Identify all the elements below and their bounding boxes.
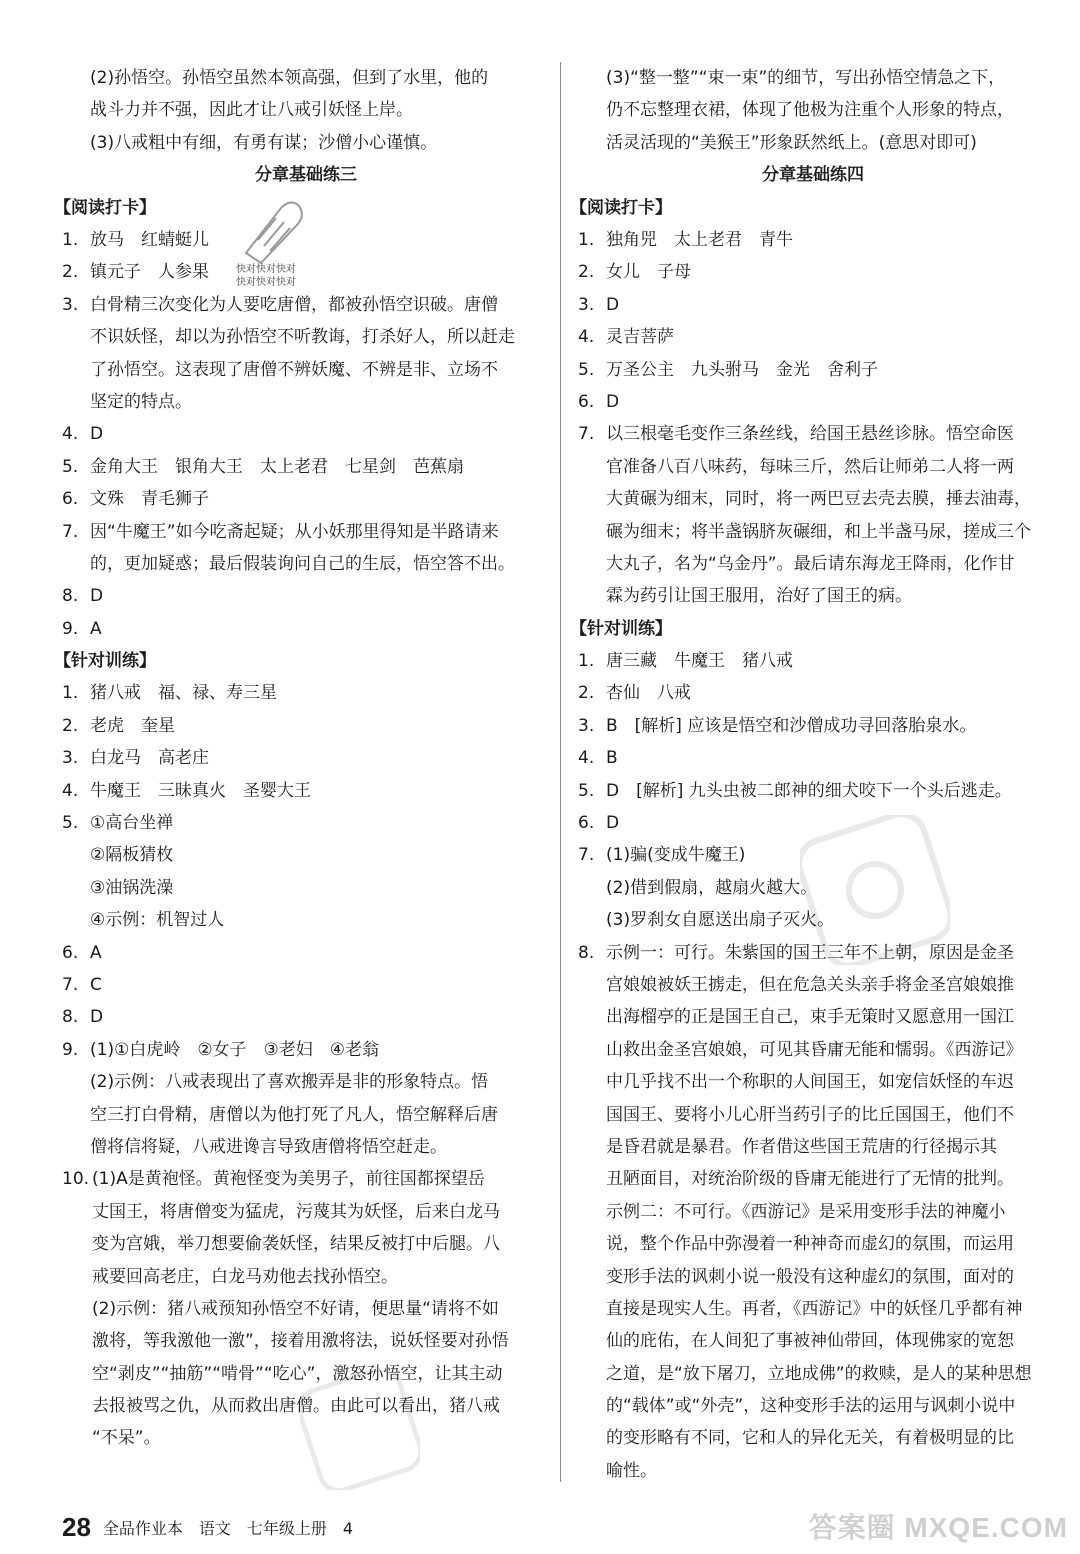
item-text: 因“牛魔王”如今吃斋起疑；从小妖那里得知是半路请来 xyxy=(90,521,499,542)
item-text: 的变形略有不同，它和人的异化无关，有着极明显的比 xyxy=(606,1428,1014,1449)
item-number: 9. xyxy=(62,1039,79,1060)
item-text: 说，整个作品中弥漫着一种神奇而虚幻的氛围，而运用 xyxy=(606,1234,1014,1255)
answer-item-line xyxy=(62,969,550,1001)
item-text: (2)示例：八戒表现出了喜欢搬弄是非的形象特点。悟 xyxy=(90,1072,489,1093)
answer-item-line xyxy=(578,418,1048,450)
item-text: D xyxy=(606,294,620,315)
answer-item-line xyxy=(62,1196,550,1228)
item-number: 6. xyxy=(62,942,79,963)
item-text: 放马 红蜻蜓儿 xyxy=(90,229,209,250)
answer-item-line xyxy=(578,742,1048,774)
answer-item-line xyxy=(62,354,550,386)
answer-item-line xyxy=(578,1001,1048,1033)
continued-answer-line xyxy=(578,62,1048,94)
item-text: 变为宫娥，举刀想要偷袭妖怪，结果反被打中后腿。八 xyxy=(92,1234,500,1255)
item-text: 文殊 青毛狮子 xyxy=(90,489,209,510)
item-number: 8. xyxy=(62,1007,79,1028)
continued-answer-line xyxy=(62,127,550,159)
item-text: 的，更加疑惑；最后假装询问自己的生辰，悟空答不出。 xyxy=(90,553,515,574)
answer-item-line xyxy=(578,677,1048,709)
item-text: 灵吉菩萨 xyxy=(606,327,674,348)
item-text: 去报被骂之仇，从而救出唐僧。由此可以看出，猪八戒 xyxy=(92,1396,500,1417)
item-number: 5. xyxy=(578,359,595,380)
item-text: 国国王、要将小儿心肝当药引子的比丘国国王，他们不 xyxy=(606,1104,1014,1125)
item-text: 金角大王 银角大王 太上老君 七星剑 芭蕉扇 xyxy=(90,456,464,477)
quick-check-stamp-icon xyxy=(236,188,306,268)
answer-item-line xyxy=(62,256,550,288)
answer-item-line xyxy=(578,224,1048,256)
item-text: 的“载体”或“外壳”，这种变形手法的运用与讽刺小说中 xyxy=(606,1396,1016,1417)
item-number: 7. xyxy=(578,845,595,866)
item-number: 7. xyxy=(578,424,595,445)
item-text: 牛魔王 三昧真火 圣婴大王 xyxy=(90,780,311,801)
column-divider xyxy=(560,62,561,1482)
line-text: (3)八戒粗中有细，有勇有谋；沙僧小心谨慎。 xyxy=(90,132,438,153)
item-text: 碾为细末；将半盏锅脐灰碾细，和上半盏马尿，搓成三个 xyxy=(606,521,1031,542)
answer-item-line xyxy=(62,321,550,353)
item-text: 激将，等我激他一激”，接着用激将法，说妖怪要对孙悟 xyxy=(92,1331,509,1352)
item-text: 变形手法的讽刺小说一般没有这种虚幻的氛围，面对的 xyxy=(606,1266,1014,1287)
item-text: ④示例：机智过人 xyxy=(90,910,225,931)
answer-item-line xyxy=(62,1131,550,1163)
item-text: (1)骗(变成牛魔王) xyxy=(606,845,746,866)
item-text: 戒要回高老庄，白龙马劝他去找孙悟空。 xyxy=(92,1266,398,1287)
item-number: 7. xyxy=(62,974,79,995)
answer-item-line xyxy=(578,1325,1048,1357)
answer-item-line xyxy=(62,775,550,807)
answer-item-line xyxy=(578,1099,1048,1131)
item-number: 4. xyxy=(62,780,79,801)
stamp-caption-line: 快对快对快对 xyxy=(236,264,296,275)
answer-item-line xyxy=(62,516,550,548)
answer-item-line xyxy=(578,710,1048,742)
answer-item-line xyxy=(62,580,550,612)
item-text: A xyxy=(90,618,102,639)
item-text: 直接是现实人生。再者，《西游记》中的妖怪几乎都有神 xyxy=(606,1298,1023,1319)
item-text: 丑陋面目，对统治阶级的昏庸无能进行了无情的批判。 xyxy=(606,1169,1014,1190)
answer-item-line xyxy=(62,904,550,936)
item-text: 万圣公主 九头驸马 金光 舍利子 xyxy=(606,359,878,380)
item-number: 5. xyxy=(62,456,79,477)
item-text: 大丸子，名为“乌金丹”。最后请东海龙王降雨，化作甘 xyxy=(606,553,1015,574)
item-text: 示例一：可行。朱紫国的国王三年不上朝，原因是金圣 xyxy=(606,942,1014,963)
answer-item-line xyxy=(62,451,550,483)
item-text: D xyxy=(606,813,620,834)
answer-item-line xyxy=(578,580,1048,612)
faint-stamp-watermark-icon xyxy=(300,1370,420,1490)
item-text: 猪八戒 福、禄、寿三星 xyxy=(90,683,277,704)
answer-item-line xyxy=(578,645,1048,677)
item-text: 白龙马 高老庄 xyxy=(90,748,209,769)
answer-item-line xyxy=(578,1422,1048,1454)
item-text: (1)A是黄袍怪。黄袍怪变为美男子，前往国都探望岳 xyxy=(92,1169,485,1190)
item-text: (2)借到假扇，越扇火越大。 xyxy=(606,877,818,898)
answer-item-line xyxy=(578,1261,1048,1293)
item-number: 2. xyxy=(62,715,79,736)
item-text: 示例二：不可行。《西游记》是采用变形手法的神魔小 xyxy=(606,1201,1006,1222)
item-text: 喻性。 xyxy=(606,1460,657,1481)
item-text: 大黄碾为细末，同时，将一两巴豆去壳去膜，捶去油毒， xyxy=(606,489,1031,510)
continued-answer-line xyxy=(62,94,550,126)
answer-item-line xyxy=(62,1034,550,1066)
item-text: 丈国王，将唐僧变为猛虎，污蔑其为妖怪，后来白龙马 xyxy=(92,1201,500,1222)
answer-item-line xyxy=(62,937,550,969)
site-logo xyxy=(809,1506,1068,1546)
continued-answer-line xyxy=(578,127,1048,159)
item-text: 宫娘娘被妖王掳走，但在危急关头亲手将金圣宫娘娘推 xyxy=(606,974,1014,995)
item-text: A xyxy=(90,942,102,963)
answer-item-line xyxy=(62,1261,550,1293)
item-number: 5. xyxy=(62,813,79,834)
answer-item-line xyxy=(62,1163,550,1195)
item-text: 空三打白骨精，唐僧以为他打死了凡人，悟空解释后唐 xyxy=(90,1104,498,1125)
item-text: 山救出金圣宫娘娘，可见其昏庸无能和懦弱。《西游记》 xyxy=(606,1039,1023,1060)
item-number: 2. xyxy=(578,683,595,704)
answer-item-line xyxy=(578,1066,1048,1098)
answer-item-line xyxy=(62,1001,550,1033)
book-title: 全品作业本 语文 七年级上册 4 xyxy=(102,1519,354,1538)
item-text: B xyxy=(606,748,618,769)
subsection-heading: 【阅读打卡】 xyxy=(54,197,156,218)
line-text: 仍不忘整理衣裙，体现了他极为注重个人形象的特点， xyxy=(606,100,1014,121)
stamp-caption xyxy=(236,263,296,289)
answer-item-line xyxy=(578,1196,1048,1228)
answer-item-line xyxy=(62,289,550,321)
item-text: 仙的庇佑，在人间犯了事被神仙带回，体现佛家的宽恕 xyxy=(606,1331,1014,1352)
answer-item-line xyxy=(62,839,550,871)
item-number: 1. xyxy=(578,651,595,672)
item-number: 3. xyxy=(578,715,595,736)
page-number: 28 xyxy=(62,1512,91,1542)
item-text: D [解析] 九头虫被二郎神的细犬咬下一个头后逃走。 xyxy=(606,780,1012,801)
item-text: 镇元子 人参果 xyxy=(90,262,209,283)
subsection-heading: 【针对训练】 xyxy=(54,651,156,672)
item-text: 女儿 子母 xyxy=(606,262,691,283)
answer-item-line xyxy=(578,1293,1048,1325)
answer-item-line xyxy=(578,775,1048,807)
item-number: 4. xyxy=(578,748,595,769)
answer-item-line xyxy=(578,1455,1048,1487)
answer-item-line xyxy=(578,548,1048,580)
item-number: 8. xyxy=(62,586,79,607)
item-number: 3. xyxy=(62,748,79,769)
item-number: 3. xyxy=(62,294,79,315)
faint-stamp-watermark-icon xyxy=(800,815,950,965)
answer-item-line xyxy=(62,1066,550,1098)
item-number: 1. xyxy=(62,229,79,250)
continued-answer-line xyxy=(62,62,550,94)
answer-item-line xyxy=(578,1358,1048,1390)
answer-item-line xyxy=(578,1228,1048,1260)
answer-item-line xyxy=(62,548,550,580)
right-column xyxy=(570,62,1048,1487)
item-text: 白骨精三次变化为人要吃唐僧，都被孙悟空识破。唐僧 xyxy=(90,294,498,315)
item-number: 4. xyxy=(578,327,595,348)
item-text: (3)罗刹女自愿送出扇子灭火。 xyxy=(606,910,835,931)
item-text: (2)示例：猪八戒预知孙悟空不好请，便思量“请将不如 xyxy=(92,1298,499,1319)
item-text: (1)①白虎岭 ②女子 ③老妇 ④老翁 xyxy=(90,1039,380,1060)
item-number: 1. xyxy=(578,229,595,250)
item-text: 不识妖怪，却以为孙悟空不听教诲，打杀好人，所以赶走 xyxy=(90,327,515,348)
item-text: 僧将信将疑，八戒进谗言导致唐僧将悟空赶走。 xyxy=(90,1136,447,1157)
item-text: 官准备八百八味药，每味三斤，然后让师弟二人将一两 xyxy=(606,456,1014,477)
continued-answer-line xyxy=(578,94,1048,126)
item-text: 唐三藏 牛魔王 猪八戒 xyxy=(606,651,793,672)
item-number: 5. xyxy=(578,780,595,801)
item-number: 6. xyxy=(62,489,79,510)
item-text: 中几乎找不出一个称职的人间国王，如宠信妖怪的车迟 xyxy=(606,1072,1014,1093)
subsection-heading: 【针对训练】 xyxy=(570,618,672,639)
item-text: B [解析] 应该是悟空和沙僧成功寻回落胎泉水。 xyxy=(606,715,977,736)
line-text: (2)孙悟空。孙悟空虽然本领高强，但到了水里，他的 xyxy=(90,68,489,88)
answer-item-line xyxy=(62,483,550,515)
answer-item-line xyxy=(578,1163,1048,1195)
section-title: 分章基础练三 xyxy=(255,165,357,186)
answer-item-line xyxy=(62,386,550,418)
answer-item-line xyxy=(578,289,1048,321)
answer-item-line xyxy=(62,710,550,742)
answer-item-line xyxy=(578,969,1048,1001)
item-number: 2. xyxy=(62,262,79,283)
line-text: 活灵活现的“美猴王”形象跃然纸上。(意思对即可) xyxy=(606,132,977,153)
item-text: “不呆”。 xyxy=(92,1428,161,1449)
line-text: 战斗力并不强，因此才让八戒引妖怪上岸。 xyxy=(90,100,413,121)
item-text: 老虎 奎星 xyxy=(90,715,175,736)
section-title: 分章基础练四 xyxy=(762,165,864,186)
answer-item-line xyxy=(578,1034,1048,1066)
item-text: D xyxy=(606,391,620,412)
item-text: 杏仙 八戒 xyxy=(606,683,691,704)
item-text: 霖为药引让国王服用，治好了国王的病。 xyxy=(606,586,912,607)
item-number: 1. xyxy=(62,683,79,704)
answer-item-line xyxy=(578,354,1048,386)
item-number: 6. xyxy=(578,391,595,412)
item-text: C xyxy=(90,974,102,995)
answer-item-line xyxy=(62,1228,550,1260)
answer-item-line xyxy=(62,677,550,709)
answer-item-line xyxy=(578,1131,1048,1163)
item-number: 2. xyxy=(578,262,595,283)
item-text: ②隔板猜枚 xyxy=(90,845,174,866)
item-text: ③油锅洗澡 xyxy=(90,877,174,898)
item-text: 之道，是“放下屠刀，立地成佛”的救赎，是人的某种思想 xyxy=(606,1363,1032,1384)
subsection-heading: 【阅读打卡】 xyxy=(570,197,672,218)
item-text: 坚定的特点。 xyxy=(90,391,192,412)
item-text: 出海榴亭的正是国王自己，束手无策时又愿意用一国江 xyxy=(606,1007,1014,1028)
item-text: 独角兕 太上老君 青牛 xyxy=(606,229,793,250)
answer-item-line xyxy=(578,483,1048,515)
item-text: 是昏君就是暴君。作者借这些国王荒唐的行径揭示其 xyxy=(606,1136,997,1157)
site-logo-text: 答案圈 MXQE.COM xyxy=(808,1512,1068,1543)
item-text: 了孙悟空。这表现了唐僧不辨妖魔、不辨是非、立场不 xyxy=(90,359,498,380)
answer-item-line xyxy=(578,516,1048,548)
item-text: 以三根毫毛变作三条丝线，给国王悬丝诊脉。悟空命医 xyxy=(606,424,1014,445)
answer-item-line xyxy=(578,256,1048,288)
item-text: D xyxy=(90,1007,104,1028)
left-column xyxy=(54,62,550,1455)
item-number: 3. xyxy=(578,294,595,315)
answer-item-line xyxy=(578,386,1048,418)
page-footer xyxy=(62,1503,353,1543)
answer-item-line xyxy=(62,1099,550,1131)
answer-item-line xyxy=(578,321,1048,353)
answer-item-line xyxy=(578,1390,1048,1422)
item-number: 7. xyxy=(62,521,79,542)
item-number: 9. xyxy=(62,618,79,639)
stamp-caption-line: 快对快对快对 xyxy=(236,277,296,288)
answer-item-line xyxy=(62,807,550,839)
line-text: (3)“整一整”“束一束”的细节，写出孙悟空情急之下， xyxy=(606,68,1006,88)
answer-item-line xyxy=(62,418,550,450)
item-number: 4. xyxy=(62,424,79,445)
item-text: ①高台坐禅 xyxy=(90,813,174,834)
answer-item-line xyxy=(578,451,1048,483)
answer-item-line xyxy=(62,1293,550,1325)
answer-item-line xyxy=(62,742,550,774)
item-text: D xyxy=(90,424,104,445)
item-number: 8. xyxy=(578,942,595,963)
answer-item-line xyxy=(62,872,550,904)
answer-item-line xyxy=(62,1325,550,1357)
answer-item-line xyxy=(62,613,550,645)
item-number: 10. xyxy=(62,1169,90,1190)
item-text: D xyxy=(90,586,104,607)
item-number: 6. xyxy=(578,813,595,834)
item-text: 空“剥皮”“抽筋”“啃骨”“吃心”，激怒孙悟空，让其主动 xyxy=(92,1363,503,1384)
answer-item-line xyxy=(62,224,550,256)
